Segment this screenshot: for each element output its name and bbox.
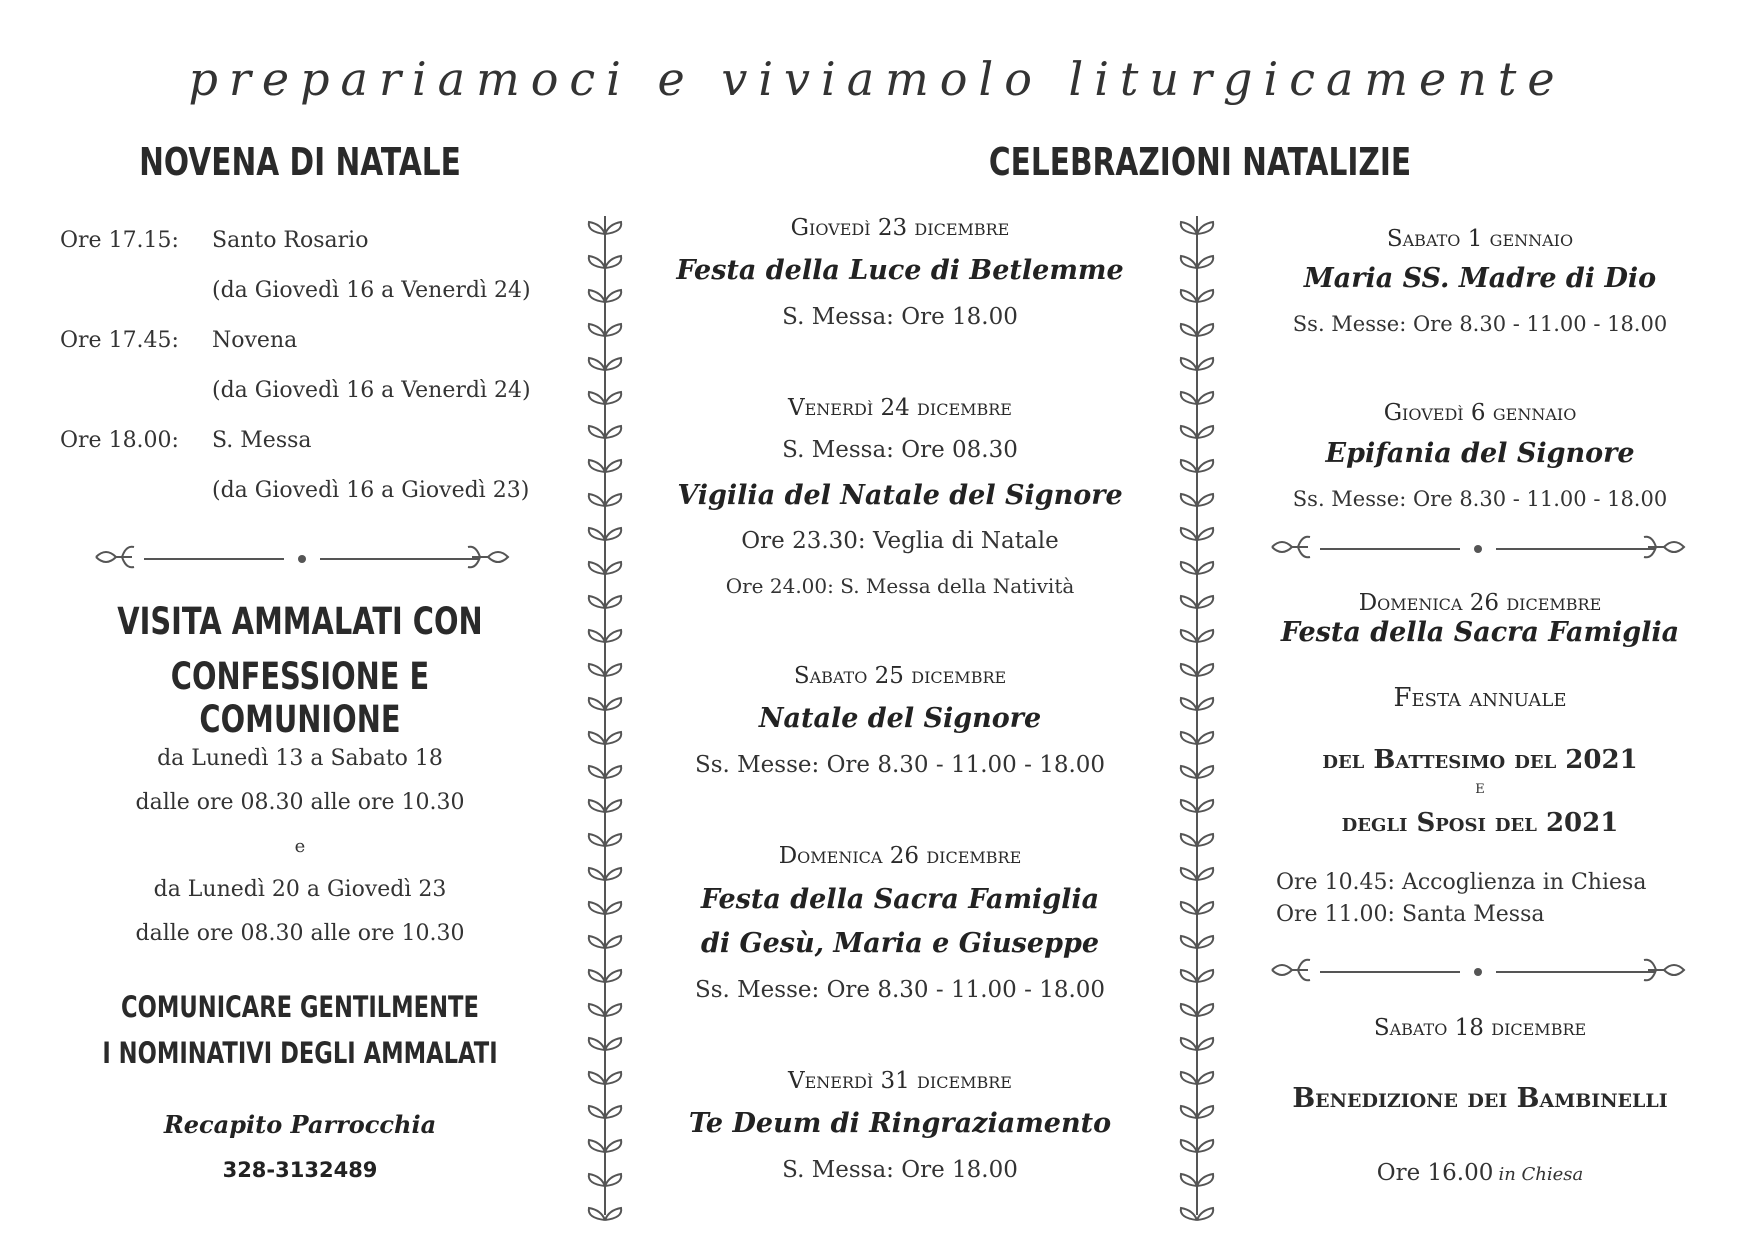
vine-leaf	[605, 698, 621, 710]
event-feast-2: di Gesù, Maria e Giuseppe	[701, 928, 1099, 959]
visita-heading-1: VISITA AMMALATI CON	[117, 600, 483, 643]
vine-leaf	[1181, 1140, 1197, 1152]
event-feast: Benedizione dei Bambinelli	[1292, 1083, 1668, 1114]
bambinelli-time: Ore 16.00	[1376, 1160, 1494, 1186]
famiglia-time-2: Ore 11.00: Santa Messa	[1276, 902, 1545, 927]
vine-leaf	[1197, 834, 1213, 846]
novena-label-3: S. Messa	[212, 428, 312, 453]
vine-leaf	[605, 460, 621, 472]
vine-leaf	[605, 936, 621, 948]
event-date: Giovedì 23 dicembre	[790, 215, 1010, 241]
vine-leaf	[605, 834, 621, 846]
vine-leaf	[1181, 494, 1197, 506]
vine-leaf	[589, 664, 605, 676]
vine-leaf	[1197, 970, 1213, 982]
vine-leaf	[589, 392, 605, 404]
event-date: Venerdì 31 dicembre	[788, 1068, 1012, 1094]
vine-leaf	[1197, 766, 1213, 778]
vine-leaf	[605, 494, 621, 506]
vine-leaf	[1181, 528, 1197, 540]
vine-leaf	[1181, 290, 1197, 302]
vine-leaf	[1181, 834, 1197, 846]
visita-line-1: da Lunedì 13 a Sabato 18	[157, 746, 443, 771]
vine-leaf	[605, 528, 621, 540]
annual-conj: e	[1475, 777, 1485, 798]
vine-leaf	[1197, 392, 1213, 404]
vine-leaf	[1197, 1004, 1213, 1016]
vine-leaf	[1181, 1106, 1197, 1118]
vine-leaf	[1197, 630, 1213, 642]
vine-leaf	[589, 630, 605, 642]
vine-leaf	[1197, 800, 1213, 812]
annual-battesimo: del Battesimo del 2021	[1322, 745, 1638, 775]
vine-leaf	[1197, 426, 1213, 438]
vine-leaf	[605, 222, 621, 234]
vine-leaf	[589, 800, 605, 812]
visita-conj: e	[294, 836, 306, 857]
vine-leaf	[589, 562, 605, 574]
vine-leaf	[1197, 290, 1213, 302]
vine-leaf	[589, 936, 605, 948]
bambinelli-time-row	[1250, 1160, 1710, 1186]
vine-leaf	[1181, 460, 1197, 472]
event-date: Venerdì 24 dicembre	[788, 395, 1012, 421]
novena-note-1: (da Giovedì 16 a Venerdì 24)	[212, 278, 531, 303]
vine-leaf	[1197, 1174, 1213, 1186]
vine-leaf	[605, 630, 621, 642]
vine-leaf	[1197, 596, 1213, 608]
vine-leaf	[1197, 868, 1213, 880]
vine-leaf	[605, 1174, 621, 1186]
contact-label: Recapito Parrocchia	[163, 1110, 437, 1139]
vine-leaf	[605, 1038, 621, 1050]
vine-leaf	[1197, 1106, 1213, 1118]
bambinelli-place: in Chiesa	[1498, 1164, 1584, 1185]
vine-ornament-right	[1172, 208, 1222, 1223]
vine-leaf	[1181, 902, 1197, 914]
event-time: Ss. Messe: Ore 8.30 - 11.00 - 18.00	[1292, 312, 1668, 336]
vine-leaf	[589, 324, 605, 336]
event-date: Sabato 25 dicembre	[793, 663, 1007, 689]
event-date: Sabato 18 dicembre	[1373, 1015, 1587, 1041]
vine-leaf	[589, 426, 605, 438]
vine-leaf	[605, 1004, 621, 1016]
floral-divider-right	[1268, 948, 1688, 988]
visita-notice-1: COMUNICARE GENTILMENTE	[121, 990, 479, 1024]
event-time: Ss. Messe: Ore 8.30 - 11.00 - 18.00	[694, 752, 1106, 778]
vine-leaf	[589, 1072, 605, 1084]
vine-leaf	[1197, 1072, 1213, 1084]
vine-leaf	[1197, 528, 1213, 540]
visita-notice-2: I NOMINATIVI DEGLI AMMALATI	[102, 1036, 498, 1070]
vine-leaf	[589, 1004, 605, 1016]
event-time: S. Messa: Ore 18.00	[782, 1157, 1018, 1183]
novena-label-2: Novena	[212, 328, 298, 353]
vine-leaf	[605, 324, 621, 336]
vine-leaf	[605, 256, 621, 268]
vine-leaf	[589, 460, 605, 472]
visita-line-2: dalle ore 08.30 alle ore 10.30	[135, 790, 465, 815]
vine-leaf	[1197, 256, 1213, 268]
vine-leaf	[605, 426, 621, 438]
vine-leaf	[605, 358, 621, 370]
event-date: Domenica 26 dicembre	[778, 843, 1022, 869]
novena-note-3: (da Giovedì 16 a Giovedì 23)	[212, 478, 530, 503]
event-feast: Festa della Sacra Famiglia	[1280, 617, 1680, 648]
vine-leaf	[1181, 596, 1197, 608]
vine-leaf	[589, 1208, 605, 1220]
vine-leaf	[1181, 800, 1197, 812]
vine-leaf	[605, 732, 621, 744]
vine-leaf	[605, 868, 621, 880]
vine-leaf	[1197, 902, 1213, 914]
vine-leaf	[1197, 222, 1213, 234]
floral-divider-left	[92, 535, 512, 575]
vine-leaf	[1181, 970, 1197, 982]
novena-label-1: Santo Rosario	[212, 228, 369, 253]
event-date: Domenica 26 dicembre	[1358, 590, 1602, 616]
vine-leaf	[1181, 630, 1197, 642]
visita-line-3: da Lunedì 20 a Giovedì 23	[153, 877, 447, 902]
novena-time-1: Ore 17.15:	[60, 228, 179, 253]
vine-leaf	[1181, 222, 1197, 234]
vine-leaf	[1197, 1140, 1213, 1152]
vine-leaf	[1181, 358, 1197, 370]
vine-leaf	[605, 1072, 621, 1084]
vine-leaf	[589, 222, 605, 234]
vine-leaf	[1197, 1038, 1213, 1050]
event-feast: Te Deum di Ringraziamento	[688, 1108, 1112, 1139]
vine-leaf	[1181, 936, 1197, 948]
vine-leaf	[589, 528, 605, 540]
famiglia-time-1: Ore 10.45: Accoglienza in Chiesa	[1276, 870, 1647, 895]
vine-leaf	[605, 290, 621, 302]
floral-divider-right	[1268, 525, 1688, 565]
vine-leaf	[605, 596, 621, 608]
event-time: S. Messa: Ore 08.30	[782, 437, 1018, 463]
vine-ornament-left	[580, 208, 630, 1223]
vine-leaf	[1181, 1004, 1197, 1016]
vine-leaf	[1181, 1208, 1197, 1220]
vine-leaf	[589, 766, 605, 778]
event-time: Ore 24.00: S. Messa della Natività	[725, 574, 1075, 598]
vine-leaf	[605, 800, 621, 812]
event-time: Ss. Messe: Ore 8.30 - 11.00 - 18.00	[694, 977, 1106, 1003]
vine-leaf	[605, 1208, 621, 1220]
vine-leaf	[605, 1140, 621, 1152]
vine-leaf	[1197, 936, 1213, 948]
vine-leaf	[589, 834, 605, 846]
vine-leaf	[1181, 868, 1197, 880]
vine-leaf	[1181, 392, 1197, 404]
vine-leaf	[589, 1140, 605, 1152]
vine-leaf	[1197, 494, 1213, 506]
vine-leaf	[1181, 732, 1197, 744]
novena-heading: NOVENA DI NATALE	[139, 140, 461, 184]
vine-leaf	[605, 766, 621, 778]
event-feast: Natale del Signore	[758, 703, 1042, 734]
vine-leaf	[605, 664, 621, 676]
contact-phone: 328-3132489	[222, 1158, 378, 1182]
vine-leaf	[605, 902, 621, 914]
vine-leaf	[1197, 664, 1213, 676]
event-time: S. Messa: Ore 18.00	[782, 304, 1018, 330]
vine-leaf	[1197, 324, 1213, 336]
annual-feast-title: Festa annuale	[1393, 683, 1567, 713]
vine-leaf	[1197, 732, 1213, 744]
vine-leaf	[1197, 460, 1213, 472]
event-feast: Festa della Sacra Famiglia	[700, 884, 1100, 915]
celebrazioni-heading: CELEBRAZIONI NATALIZIE	[988, 140, 1412, 184]
event-feast: Maria SS. Madre di Dio	[1303, 263, 1657, 294]
vine-leaf	[589, 1174, 605, 1186]
event-date: Sabato 1 gennaio	[1386, 226, 1574, 252]
vine-leaf	[1197, 1208, 1213, 1220]
vine-leaf	[589, 868, 605, 880]
event-feast: Epifania del Signore	[1325, 438, 1635, 469]
vine-leaf	[589, 970, 605, 982]
vine-leaf	[605, 1106, 621, 1118]
novena-time-2: Ore 17.45:	[60, 328, 179, 353]
vine-leaf	[589, 732, 605, 744]
event-feast: Vigilia del Natale del Signore	[677, 480, 1123, 511]
vine-leaf	[589, 1106, 605, 1118]
vine-leaf	[589, 902, 605, 914]
vine-leaf	[605, 562, 621, 574]
annual-sposi: degli Sposi del 2021	[1341, 808, 1619, 838]
vine-leaf	[605, 970, 621, 982]
event-time: Ore 23.30: Veglia di Natale	[741, 528, 1059, 554]
vine-leaf	[1181, 426, 1197, 438]
vine-leaf	[1181, 1038, 1197, 1050]
vine-leaf	[589, 256, 605, 268]
event-date: Giovedì 6 gennaio	[1383, 400, 1577, 426]
vine-leaf	[589, 290, 605, 302]
vine-leaf	[1197, 698, 1213, 710]
vine-leaf	[589, 358, 605, 370]
vine-leaf	[1181, 1072, 1197, 1084]
vine-leaf	[589, 494, 605, 506]
vine-leaf	[1181, 256, 1197, 268]
vine-leaf	[1181, 1174, 1197, 1186]
vine-leaf	[605, 392, 621, 404]
vine-leaf	[1181, 766, 1197, 778]
vine-leaf	[1181, 698, 1197, 710]
page-title: prepariamoci e viviamolo liturgicamente	[188, 52, 1566, 106]
novena-time-3: Ore 18.00:	[60, 428, 179, 453]
vine-leaf	[589, 596, 605, 608]
vine-leaf	[589, 1038, 605, 1050]
vine-leaf	[1181, 562, 1197, 574]
visita-line-4: dalle ore 08.30 alle ore 10.30	[135, 921, 465, 946]
vine-leaf	[1197, 358, 1213, 370]
visita-heading-2: CONFESSIONE E COMUNIONE	[170, 655, 430, 741]
vine-leaf	[1181, 664, 1197, 676]
event-time: Ss. Messe: Ore 8.30 - 11.00 - 18.00	[1292, 487, 1668, 511]
vine-leaf	[1197, 562, 1213, 574]
vine-leaf	[589, 698, 605, 710]
vine-leaf	[1181, 324, 1197, 336]
novena-note-2: (da Giovedì 16 a Venerdì 24)	[212, 378, 531, 403]
event-feast: Festa della Luce di Betlemme	[676, 255, 1124, 286]
